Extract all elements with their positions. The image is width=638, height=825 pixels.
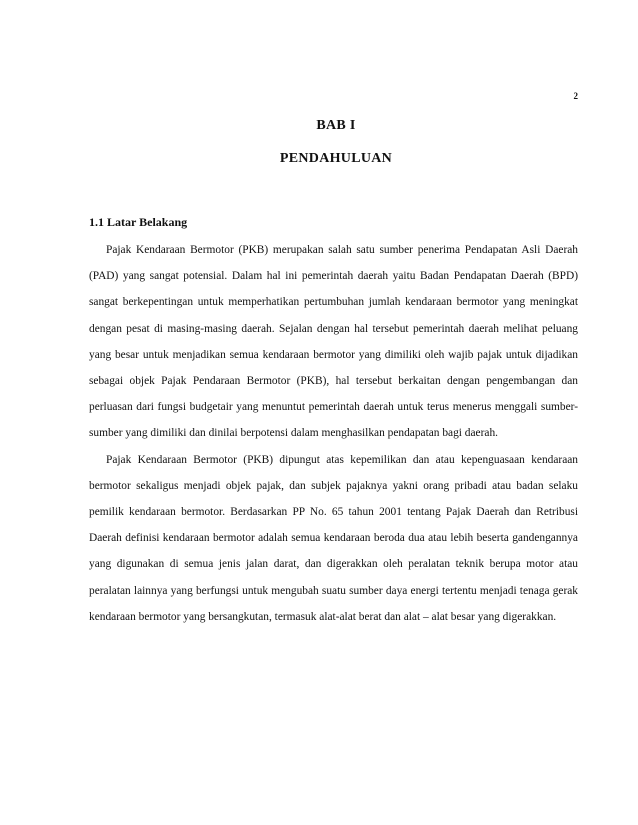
paragraph-1: Pajak Kendaraan Bermotor (PKB) merupakan salah satu sumber penerima Pendapatan Asli Daerah (PAD) yang sangat potensial. Dalam hal ini pemerintah daerah yaitu Badan Pendapatan Daerah (BPD) sangat berkepentingan untuk memperhatikan pertumbuhan jumlah kendaraan bermotor yang meningkat dengan pesat di masing-masing daerah. Sejalan dengan hal tersebut pemerintah daerah melihat peluang yang besar untuk menjadikan semua kendaraan bermotor yang dimiliki oleh wajib pajak untuk dijadikan sebagai objek Pajak Pendaraan Bermotor (PKB), hal tersebut berkaitan dengan pengembangan dan perluasan dari fungsi budgetair yang menuntut pemerintah daerah untuk terus menerus menggali sumber-sumber yang dimiliki dan dinilai berpotensi dalam menghasilkan pendapatan bagi daerah. xyxy=(89,244,578,440)
chapter-title: BAB I xyxy=(316,118,356,133)
body-text xyxy=(89,237,578,630)
chapter-subtitle: PENDAHULUAN xyxy=(279,151,393,166)
page-number: 2 xyxy=(573,91,578,101)
section-heading: 1.1 Latar Belakang xyxy=(89,215,188,229)
paragraph-2: Pajak Kendaraan Bermotor (PKB) dipungut atas kepemilikan dan atau kepenguasaan kendaraan bermotor sekaligus menjadi objek pajak, dan subjek pajaknya yakni orang pribadi atau badan selaku pemilik kendaraan bermotor. Berdasarkan PP No. 65 tahun 2001 tentang Pajak Daerah dan Retribusi Daerah definisi kendaraan bermotor adalah semua kendaraan beroda dua atau lebih beserta gandengannya yang digunakan di semua jenis jalan darat, dan digerakkan oleh peralatan teknik berupa motor atau peralatan lainnya yang berfungsi untuk mengubah suatu sumber daya energi tertentu menjadi tenaga gerak kendaraan bermotor yang bersangkutan, termasuk alat-alat berat dan alat – alat besar yang digerakkan. xyxy=(89,453,578,623)
